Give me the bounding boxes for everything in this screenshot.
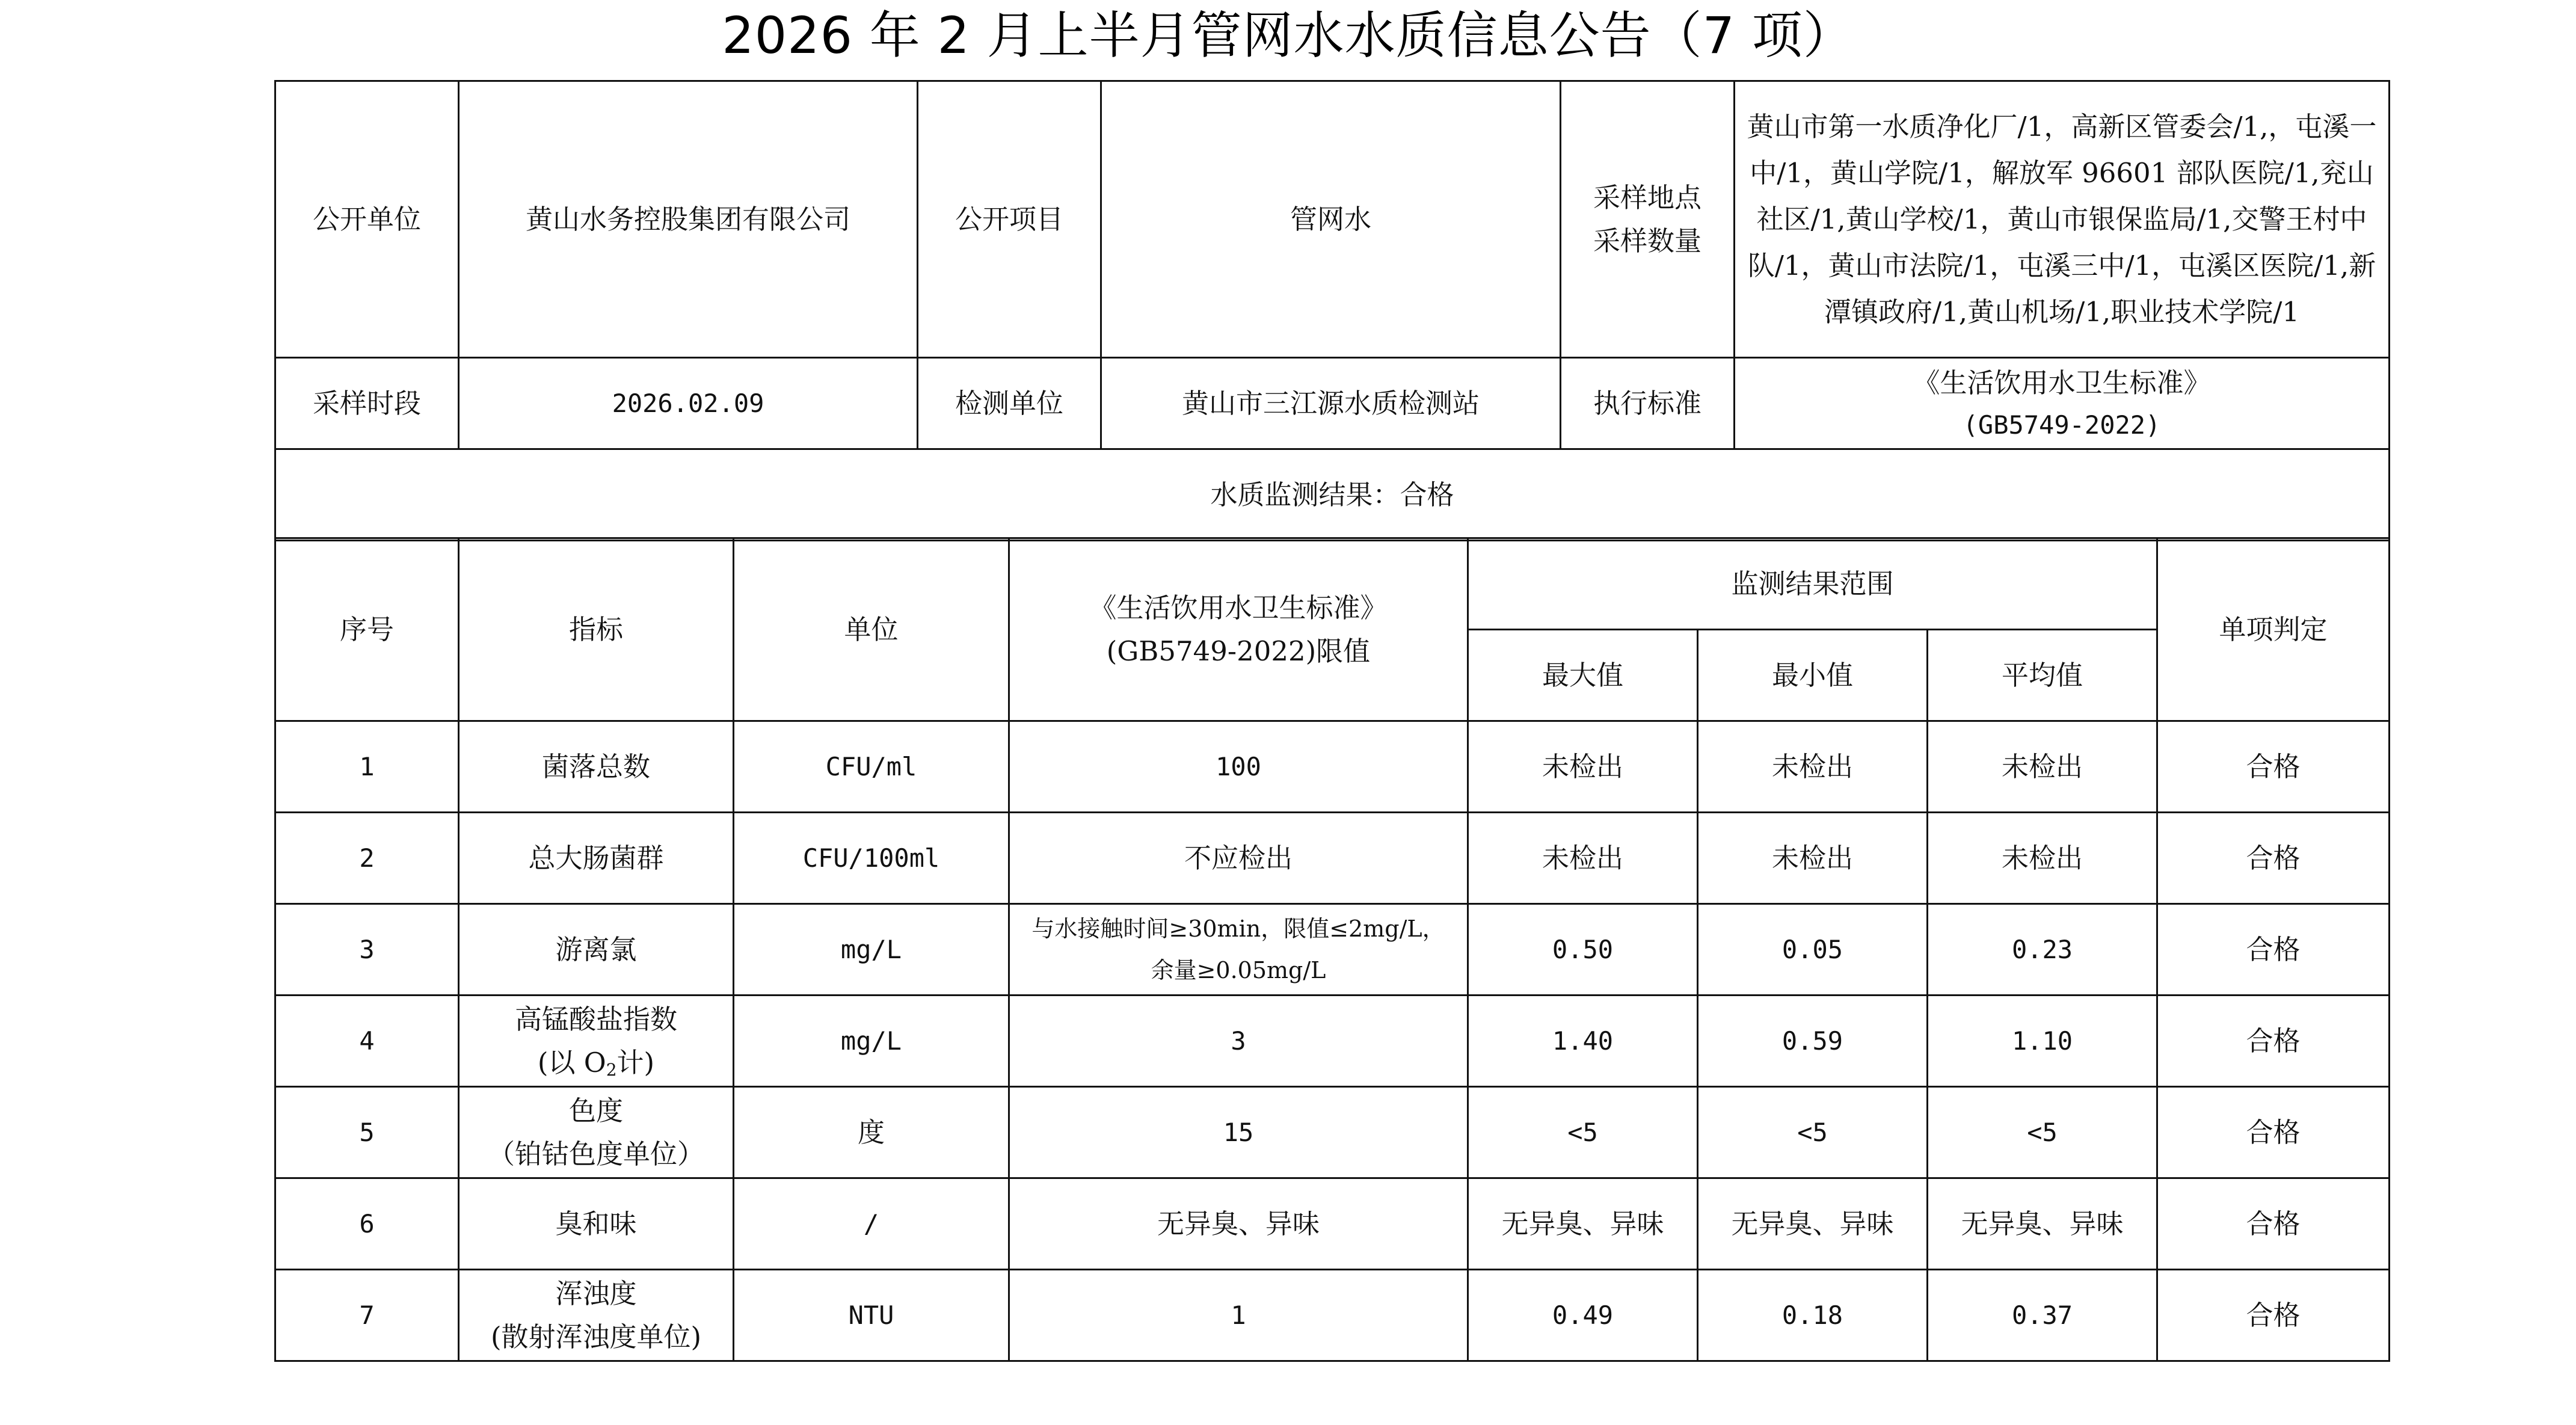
table-row (275, 813, 2390, 904)
row-max: 未检出 (1468, 813, 1698, 904)
row-avg: 无异臭、异味 (1928, 1178, 2157, 1270)
sites-value: 黄山市第一水质净化厂/1，高新区管委会/1,，屯溪一中/1，黄山学院/1，解放军 96601 部队医院/1,兖山社区/1,黄山学校/1，黄山市银保监局/1,交警王村中队/1，黄山市法院/1，屯溪三中/1，屯溪区医院/1,新潭镇政府/1,黄山机场/1,职业技术学院/1 (1735, 81, 2390, 358)
header-range: 监测结果范围 (1468, 538, 2157, 630)
row-no: 3 (275, 904, 459, 996)
row-indicator-subscript: 2 (606, 1059, 617, 1080)
row-indicator: 游离氯 (459, 904, 734, 996)
row-limit: 1 (1009, 1270, 1468, 1361)
row-no: 4 (275, 996, 459, 1087)
info-row-3 (275, 449, 2390, 541)
row-judgement: 合格 (2157, 1270, 2390, 1361)
table-row (275, 721, 2390, 813)
header-avg: 平均值 (1928, 630, 2157, 721)
info-row-2 (275, 358, 2390, 449)
row-judgement: 合格 (2157, 1087, 2390, 1178)
standard-label: 执行标准 (1561, 358, 1735, 449)
row-judgement: 合格 (2157, 904, 2390, 996)
row-max: <5 (1468, 1087, 1698, 1178)
row-avg: 未检出 (1928, 813, 2157, 904)
period-label: 采样时段 (275, 358, 459, 449)
row-min: 0.59 (1698, 996, 1928, 1087)
row-max: 未检出 (1468, 721, 1698, 813)
row-limit (1009, 904, 1468, 996)
row-unit: CFU/100ml (734, 813, 1009, 904)
row-no: 1 (275, 721, 459, 813)
table-row (275, 1087, 2390, 1178)
row-limit: 15 (1009, 1087, 1468, 1178)
row-max: 0.50 (1468, 904, 1698, 996)
row-indicator (459, 1087, 734, 1178)
standard-line1: 《生活饮用水卫生标准》 (1913, 366, 2211, 399)
row-judgement: 合格 (2157, 813, 2390, 904)
row-indicator-post: 计) (616, 1046, 655, 1079)
row-avg: <5 (1928, 1087, 2157, 1178)
unit-value: 黄山水务控股集团有限公司 (459, 81, 918, 358)
row-min: 0.18 (1698, 1270, 1928, 1361)
row-judgement: 合格 (2157, 996, 2390, 1087)
row-indicator: 总大肠菌群 (459, 813, 734, 904)
row-limit: 不应检出 (1009, 813, 1468, 904)
row-max: 1.40 (1468, 996, 1698, 1087)
row-limit: 100 (1009, 721, 1468, 813)
header-judgement: 单项判定 (2157, 538, 2390, 721)
header-indicator: 指标 (459, 538, 734, 721)
lab-value: 黄山市三江源水质检测站 (1101, 358, 1561, 449)
item-value: 管网水 (1101, 81, 1561, 358)
standard-line2: (GB5749-2022) (1963, 410, 2161, 440)
info-table (274, 80, 2390, 541)
row-indicator (459, 1270, 734, 1361)
row-limit: 3 (1009, 996, 1468, 1087)
row-indicator-line1: 浑浊度 (555, 1277, 637, 1310)
table-row (275, 904, 2390, 996)
row-no: 5 (275, 1087, 459, 1178)
row-indicator-line2: (散射浑浊度单位) (490, 1320, 702, 1353)
row-unit: CFU/ml (734, 721, 1009, 813)
result-summary: 水质监测结果：合格 (275, 449, 2390, 541)
header-unit: 单位 (734, 538, 1009, 721)
row-indicator: 臭和味 (459, 1178, 734, 1270)
row-unit: mg/L (734, 904, 1009, 996)
row-avg: 未检出 (1928, 721, 2157, 813)
row-avg: 0.37 (1928, 1270, 2157, 1361)
row-avg: 1.10 (1928, 996, 2157, 1087)
row-judgement: 合格 (2157, 1178, 2390, 1270)
row-min: 0.05 (1698, 904, 1928, 996)
row-judgement: 合格 (2157, 721, 2390, 813)
unit-label: 公开单位 (275, 81, 459, 358)
row-indicator-line2: （铂钴色度单位） (487, 1137, 704, 1170)
row-indicator-pre: (以 O (537, 1046, 606, 1079)
page-title: 2026 年 2 月上半月管网水水质信息公告（7 项） (722, 6, 1854, 65)
results-table (274, 537, 2390, 1362)
row-indicator (459, 996, 734, 1087)
sites-label (1561, 81, 1735, 358)
table-row (275, 1178, 2390, 1270)
table-row (275, 1270, 2390, 1361)
header-no: 序号 (275, 538, 459, 721)
header-min: 最小值 (1698, 630, 1928, 721)
row-min: 未检出 (1698, 721, 1928, 813)
row-limit-line1: 与水接触时间≥30min，限值≤2mg/L， (1031, 916, 1445, 943)
row-unit: NTU (734, 1270, 1009, 1361)
header-max: 最大值 (1468, 630, 1698, 721)
row-limit-line2: 余量≥0.05mg/L (1151, 956, 1326, 983)
header-limit-line1: 《生活饮用水卫生标准》 (1089, 591, 1388, 624)
row-indicator-line2 (464, 1041, 728, 1085)
row-indicator: 菌落总数 (459, 721, 734, 813)
row-no: 6 (275, 1178, 459, 1270)
row-limit: 无异臭、异味 (1009, 1178, 1468, 1270)
header-row-1 (275, 538, 2390, 630)
info-row-1 (275, 81, 2390, 358)
sites-label-line2: 采样数量 (1593, 224, 1701, 257)
row-unit: mg/L (734, 996, 1009, 1087)
table-row (275, 996, 2390, 1087)
row-max: 无异臭、异味 (1468, 1178, 1698, 1270)
standard-value (1735, 358, 2390, 449)
item-label: 公开项目 (918, 81, 1101, 358)
sites-label-line1: 采样地点 (1593, 181, 1701, 214)
row-indicator-line1: 高锰酸盐指数 (514, 1003, 677, 1035)
row-no: 2 (275, 813, 459, 904)
lab-label: 检测单位 (918, 358, 1101, 449)
row-avg: 0.23 (1928, 904, 2157, 996)
header-limit (1009, 538, 1468, 721)
row-unit: / (734, 1178, 1009, 1270)
row-min: 无异臭、异味 (1698, 1178, 1928, 1270)
header-limit-line2: (GB5749-2022)限值 (1106, 635, 1371, 667)
period-value: 2026.02.09 (459, 358, 918, 449)
row-unit: 度 (734, 1087, 1009, 1178)
row-max: 0.49 (1468, 1270, 1698, 1361)
row-min: 未检出 (1698, 813, 1928, 904)
row-no: 7 (275, 1270, 459, 1361)
row-indicator-line1: 色度 (568, 1094, 623, 1127)
row-min: <5 (1698, 1087, 1928, 1178)
